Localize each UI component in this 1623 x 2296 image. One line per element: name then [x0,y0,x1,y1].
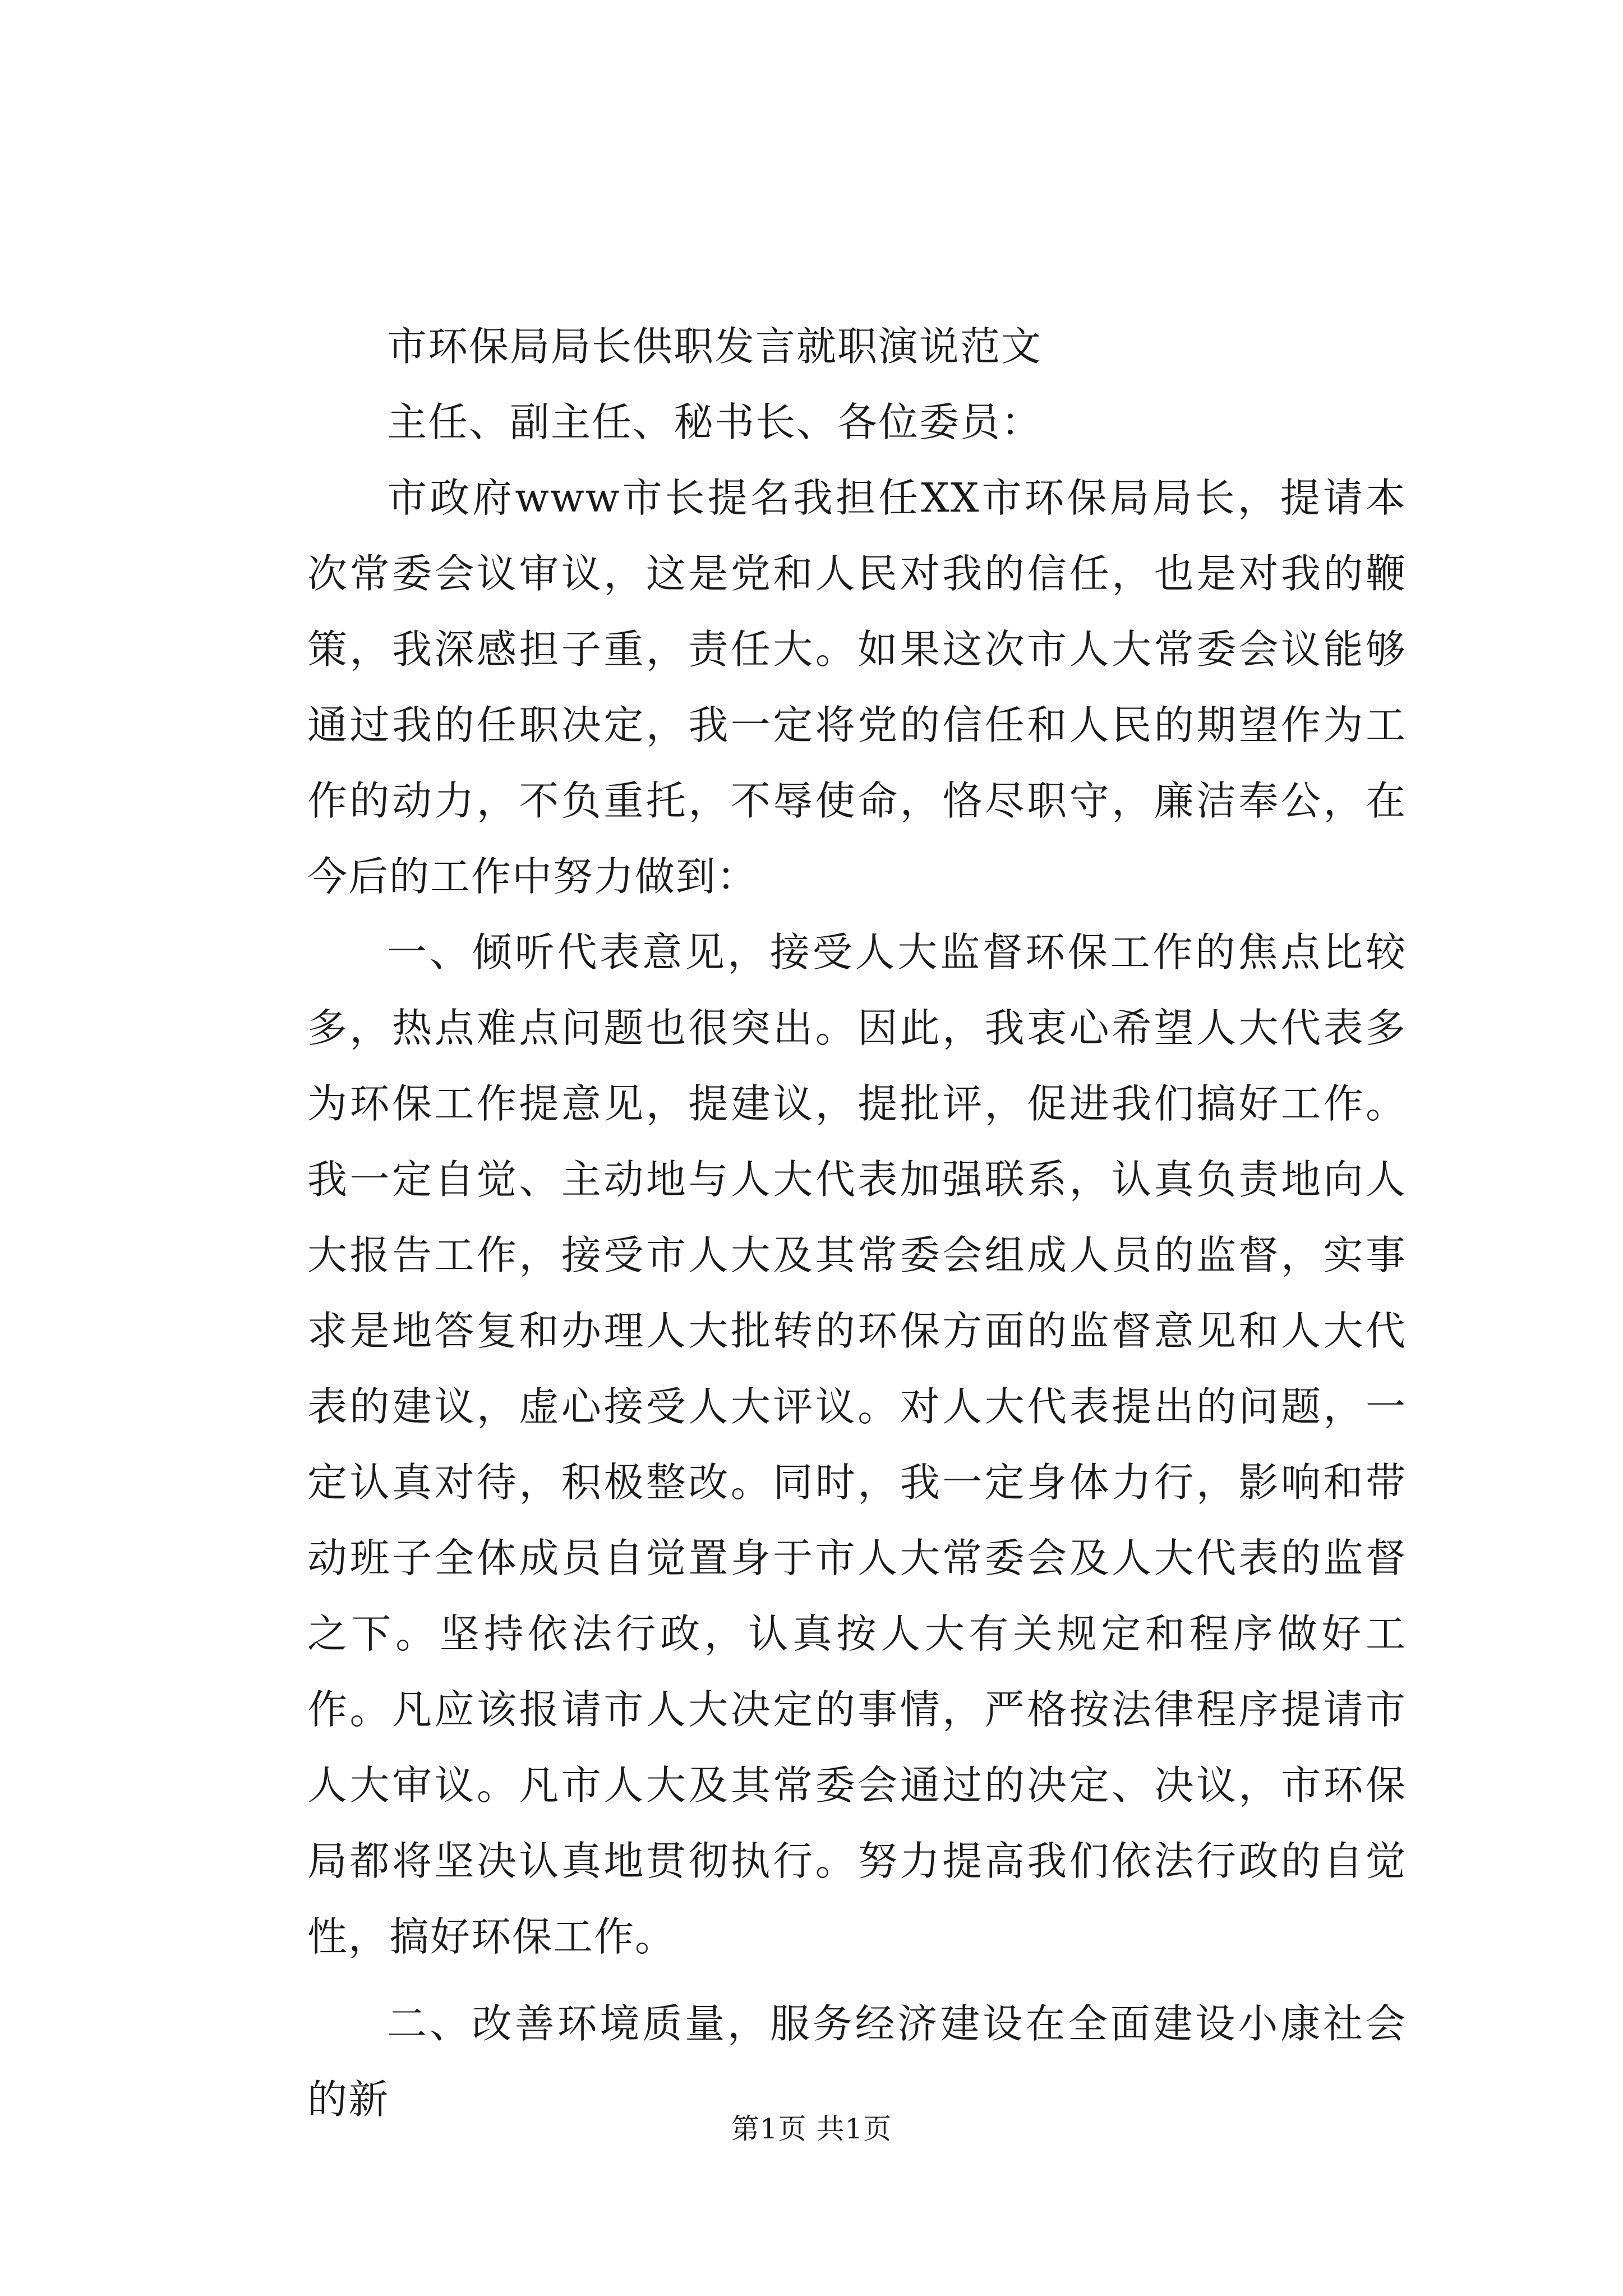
document-title: 市环保局局长供职发言就职演说范文 [387,323,1043,370]
paragraph-intro: 市政府www市长提名我担任XX市环保局局长，提请本次常委会议审议，这是党和人民对我的信任，也是对我的鞭策，我深感担子重，责任大。如果这次市人大常委会议能够通过我的任职决定，我一定将党的信任和人民的期望作为工作的动力，不负重托，不辱使命，恪尽职守，廉洁奉公，在今后的工作中努力做到： [307,475,1407,900]
paragraph-section-two: 二、改善环境质量，服务经济建设在全面建设小康社会的新 [307,2000,1407,2123]
document-body [307,309,1407,2137]
salutation: 主任、副主任、秘书长、各位委员： [387,399,1043,445]
page-footer: 第1页 共1页 [731,2113,892,2145]
paragraph-section-one: 一、倾听代表意见，接受人大监督环保工作的焦点比较多，热点难点问题也很突出。因此，我衷心希望人大代表多为环保工作提意见，提建议，提批评，促进我们搞好工作。我一定自觉、主动地与人大代表加强联系，认真负责地向人大报告工作，接受市人大及其常委会组成人员的监督，实事求是地答复和办理人大批转的环保方面的监督意见和人大代表的建议，虚心接受人大评议。对人大代表提出的问题，一定认真对待，积极整改。同时，我一定身体力行，影响和带动班子全体成员自觉置身于市人大常委会及人大代表的监督之下。坚持依法行政，认真按人大有关规定和程序做好工作。凡应该报请市人大决定的事情，严格按法律程序提请市人大审议。凡市人大及其常委会通过的决定、决议，市环保局都将坚决认真地贯彻执行。努力提高我们依法行政的自觉性，搞好环保工作。 [307,929,1407,1960]
